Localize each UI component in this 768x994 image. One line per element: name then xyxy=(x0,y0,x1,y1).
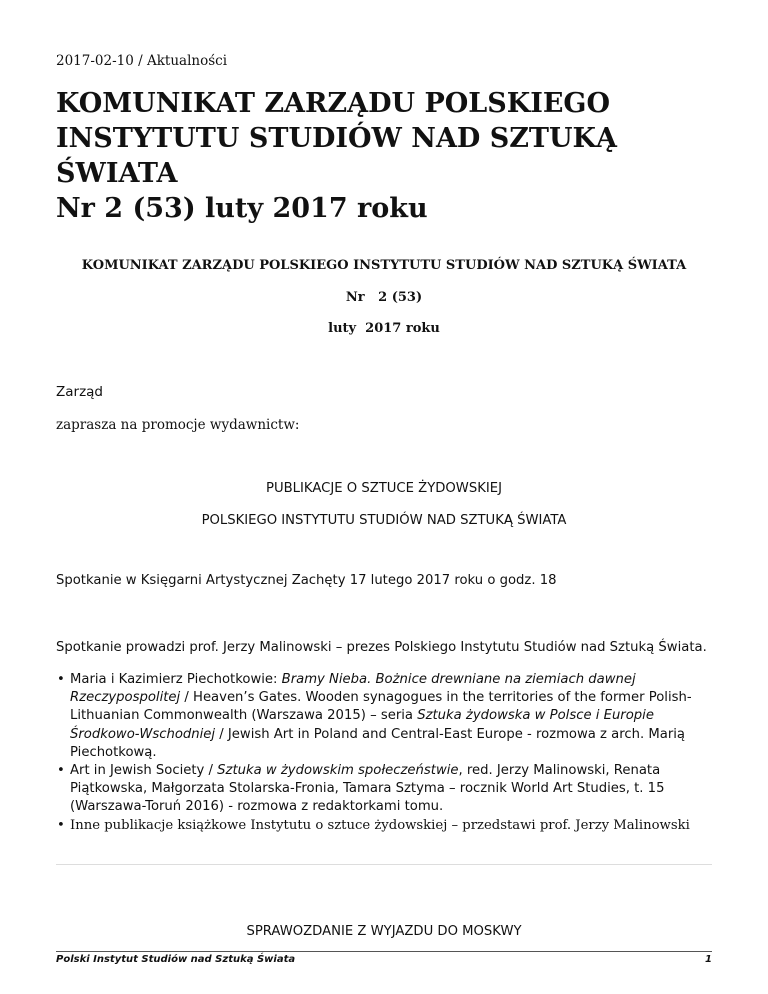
host-info: Spotkanie prowadzi prof. Jerzy Malinowski – prezes Polskiego Instytutu Studiów nad Sztuką Świata. xyxy=(56,640,707,655)
meeting-info: Spotkanie w Księgarni Artystycznej Zachęty 17 lutego 2017 roku o godz. 18 xyxy=(56,573,557,588)
footer-org: Polski Instytut Studiów nad Sztuką Świata xyxy=(56,954,296,965)
page-footer xyxy=(56,951,712,965)
title-line-2: INSTYTUTU STUDIÓW NAD SZTUKĄ ŚWIATA xyxy=(56,123,617,189)
list-item: • Art in Jewish Society / Sztuka w żydowskim społeczeństwie, red. Jerzy Malinowski, Renata Piątkowska, Małgorzata Stolarska-Fronia, Tamara Sztyma – rocznik World Art Studies, t. 15 (Warszawa-Toruń 2016) - rozmowa z redaktorkami tomu. xyxy=(70,762,710,817)
section-title-line-2: POLSKIEGO INSTYTUTU STUDIÓW NAD SZTUKĄ ŚWIATA xyxy=(201,513,567,528)
list-item: • Inne publikacje książkowe Instytutu o sztuce żydowskiej – przedstawi prof. Jerzy Malinowski xyxy=(70,817,710,835)
header-block-line-3: luty 2017 roku xyxy=(328,321,440,336)
header-block-line-2: Nr 2 (53) xyxy=(345,290,423,305)
title-line-3: Nr 2 (53) luty 2017 roku xyxy=(56,193,428,224)
intro-line-1: Zarząd xyxy=(56,384,103,400)
page-title xyxy=(56,86,736,226)
divider xyxy=(56,864,712,865)
next-section-title: SPRAWOZDANIE Z WYJAZDU DO MOSKWY xyxy=(246,924,522,939)
post-meta: 2017-02-10 / Aktualności xyxy=(56,53,228,69)
header-block-line-1: KOMUNIKAT ZARZĄDU POLSKIEGO INSTYTUTU STUDIÓW NAD SZTUKĄ ŚWIATA xyxy=(81,258,687,273)
publication-list xyxy=(56,671,710,835)
title-line-1: KOMUNIKAT ZARZĄDU POLSKIEGO xyxy=(56,88,611,119)
list-item: • Maria i Kazimierz Piechotkowie: Bramy Nieba. Bożnice drewniane na ziemiach dawnej Rzeczypospolitej / Heaven’s Gates. Wooden synagogues in the territories of the former Polish-Lithuanian Commonwealth (Warszawa 2015) – seria Sztuka żydowska w Polsce i Europie Środkowo-Wschodniej / Jewish Art in Poland and Central-East Europe - rozmowa z arch. Marią Piechotkową. xyxy=(70,671,710,762)
intro-line-2: zaprasza na promocje wydawnictw: xyxy=(56,417,300,433)
section-title-line-1: PUBLIKACJE O SZTUCE ŻYDOWSKIEJ xyxy=(266,481,502,496)
page-number: 1 xyxy=(705,954,712,965)
